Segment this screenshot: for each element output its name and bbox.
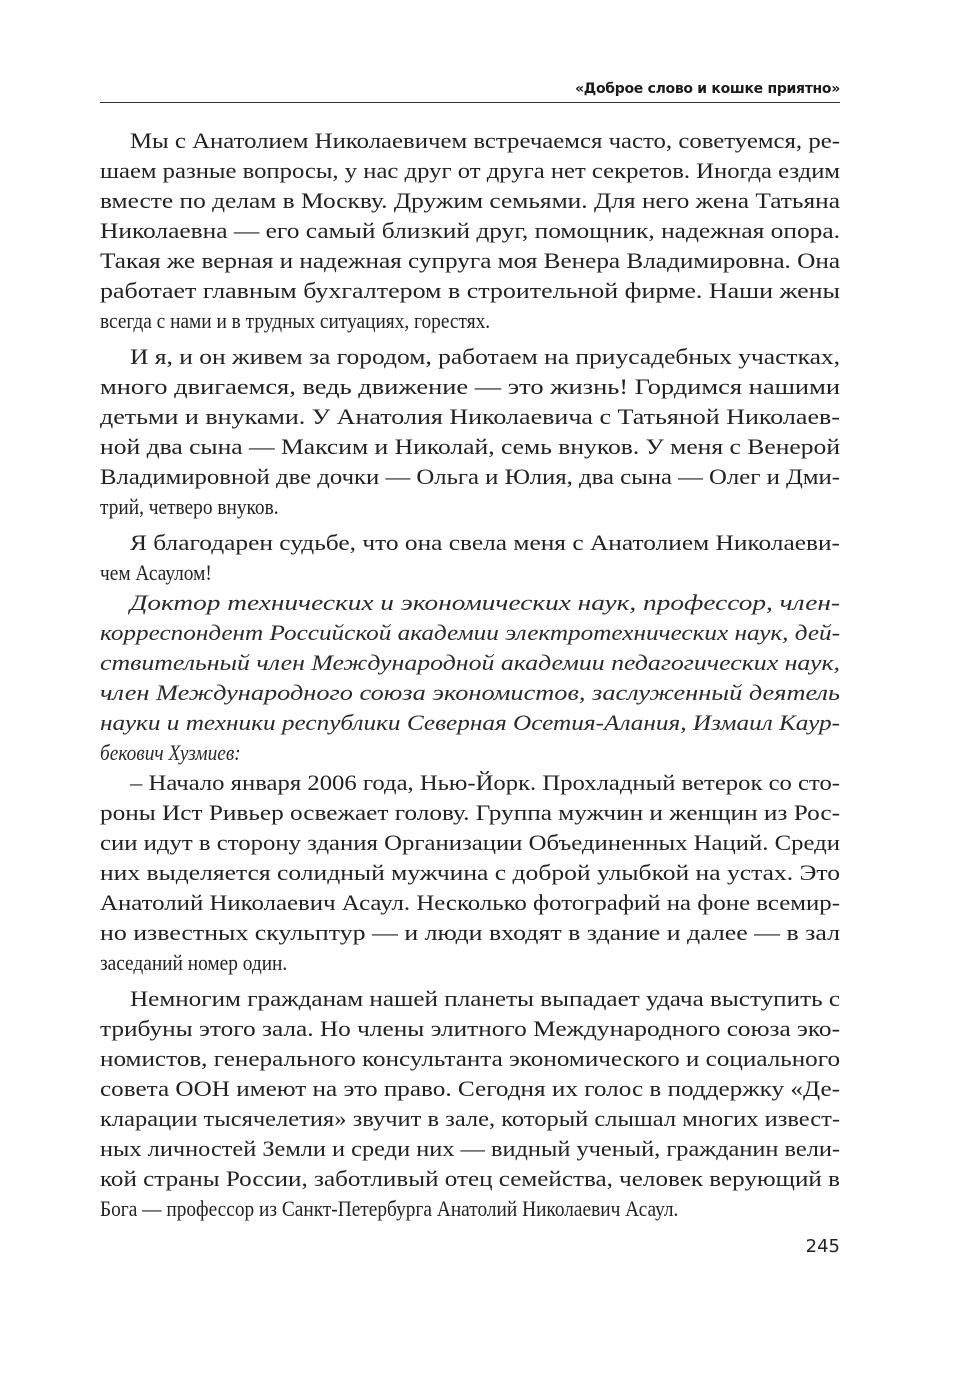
text-line: детьми и внуками. У Анатолия Николаевича с Татьяной Николаев- (100, 404, 840, 429)
text-line: – Начало января 2006 года, Нью-Йорк. Прохладный ветерок со сто- (130, 770, 841, 795)
page-number: 245 (805, 1236, 840, 1257)
text-line: всегда с нами и в трудных ситуациях, горестях. (100, 308, 491, 333)
body-paragraph (100, 126, 840, 336)
text-line: Немногим гражданам нашей планеты выпадает удача выступить с (130, 986, 840, 1011)
text-line: Мы с Анатолием Николаевичем встречаемся часто, советуемся, ре- (130, 128, 840, 153)
text-line: Я благодарен судьбе, что она свела меня с Анатолием Николаеви- (130, 530, 841, 555)
text-line: работает главным бухгалтером в строительной фирме. Наши жены (100, 278, 840, 303)
text-line: корреспондент Российской академии электротехнических наук, дей- (100, 620, 840, 645)
body-paragraph (100, 342, 840, 522)
text-line: но известных скульптур — и люди входят в здание и далее — в зал (100, 920, 840, 945)
text-line: ной два сына — Максим и Николай, семь внуков. У меня с Венерой (100, 434, 841, 459)
text-line: Николаевна — его самый близкий друг, помощник, надежная опора. (100, 218, 841, 243)
text-line: сии идут в сторону здания Организации Объединенных Наций. Среди (100, 830, 840, 855)
text-line: Анатолий Николаевич Асаул. Несколько фотографий на фоне всемир- (100, 890, 840, 915)
text-line: них выделяется солидный мужчина с доброй улыбкой на устах. Это (100, 860, 841, 885)
body-paragraph (100, 768, 840, 978)
text-line: член Международного союза экономистов, заслуженный деятель (100, 680, 840, 705)
body-text (100, 126, 840, 1230)
body-paragraph (100, 528, 840, 588)
text-line: И я, и он живем за городом, работаем на приусадебных участках, (130, 344, 841, 369)
text-line: роны Ист Ривьер освежает голову. Группа мужчин и женщин из Рос- (100, 800, 841, 825)
text-line: заседаний номер один. (100, 950, 288, 975)
running-head: «Доброе слово и кошке приятно» (575, 81, 840, 97)
text-line: бекович Хузмиев: (100, 740, 241, 765)
text-line: номистов, генерального консультанта экономического и социального (100, 1046, 841, 1071)
text-line: шаем разные вопросы, у нас друг от друга нет секретов. Иногда ездим (100, 158, 841, 183)
text-line: Такая же верная и надежная супруга моя Венера Владимировна. Она (100, 248, 841, 273)
text-line: ствительный член Международной академии педагогических наук, (100, 650, 841, 675)
text-line: кларации тысячелетия» звучит в зале, который слышал многих извест- (100, 1106, 841, 1131)
text-line: много двигаемся, ведь движение — это жизнь! Гордимся нашими (100, 374, 840, 399)
text-line: науки и техники республики Северная Осетия-Алания, Измаил Каур- (100, 710, 840, 735)
text-line: кой страны России, заботливый отец семейства, человек верующий в (100, 1166, 840, 1191)
header-rule (100, 102, 840, 103)
text-line: Доктор технических и экономических наук, профессор, член- (130, 590, 841, 615)
text-line: Бога — профессор из Санкт-Петербурга Анатолий Николаевич Асаул. (100, 1196, 679, 1221)
text-line: чем Асаулом! (100, 560, 212, 585)
italic-attribution-paragraph (100, 588, 840, 768)
text-line: совета ООН имеют на это право. Сегодня их голос в поддержку «Де- (100, 1076, 841, 1101)
text-line: трибуны этого зала. Но члены элитного Международного союза эко- (100, 1016, 841, 1041)
body-paragraph (100, 984, 840, 1224)
text-line: ных личностей Земли и среди них — видный ученый, гражданин вели- (100, 1136, 841, 1161)
text-line: трий, четверо внуков. (100, 494, 279, 519)
text-line: вместе по делам в Москву. Дружим семьями. Для него жена Татьяна (100, 188, 841, 213)
text-line: Владимировной две дочки — Ольга и Юлия, два сына — Олег и Дми- (100, 464, 840, 489)
